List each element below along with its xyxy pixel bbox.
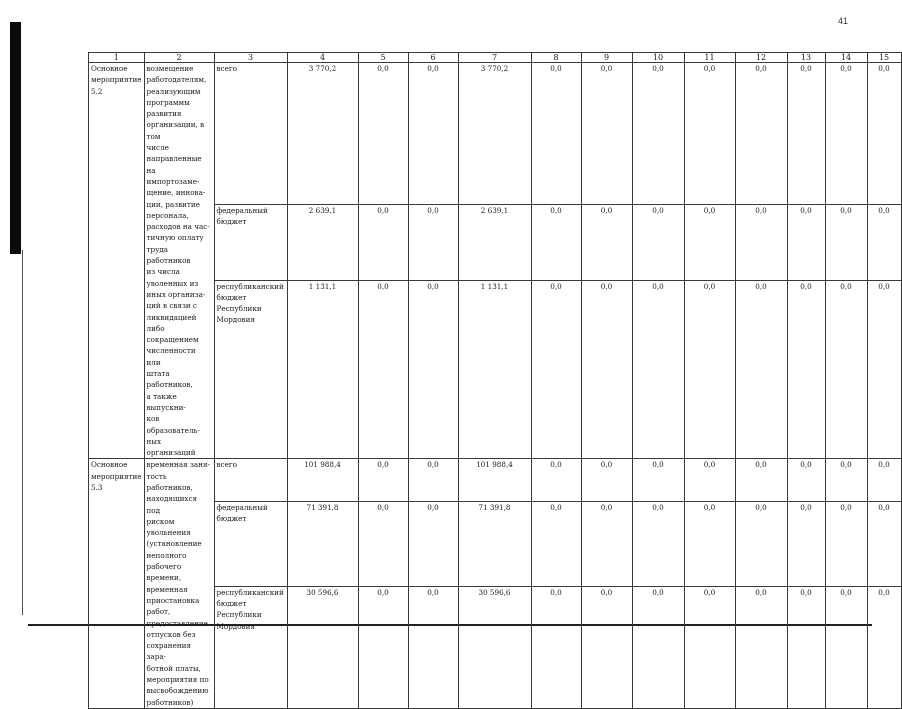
value-cell: 0,0 <box>632 459 684 502</box>
value-cell: 2 639,1 <box>287 204 358 280</box>
value-cell: 0,0 <box>358 280 408 459</box>
value-cell: 0,0 <box>735 501 787 586</box>
scan-edge-line <box>22 250 23 615</box>
table-row <box>89 459 902 502</box>
header-cell: 6 <box>408 53 458 63</box>
value-cell: 101 988,4 <box>287 459 358 502</box>
value-cell: 0,0 <box>735 280 787 459</box>
value-cell: 0,0 <box>632 501 684 586</box>
value-cell: 0,0 <box>735 459 787 502</box>
header-cell: 4 <box>287 53 358 63</box>
value-cell: 3 770,2 <box>287 63 358 205</box>
value-cell: 0,0 <box>408 501 458 586</box>
header-cell: 1 <box>89 53 145 63</box>
value-cell: 0,0 <box>408 586 458 708</box>
value-cell: 0,0 <box>825 63 867 205</box>
value-cell: 0,0 <box>408 204 458 280</box>
value-cell: 30 596,6 <box>458 586 531 708</box>
value-cell: 0,0 <box>787 204 825 280</box>
value-cell: 0,0 <box>867 280 901 459</box>
header-cell: 5 <box>358 53 408 63</box>
header-cell: 14 <box>825 53 867 63</box>
value-cell: 0,0 <box>531 459 581 502</box>
value-cell: 0,0 <box>358 501 408 586</box>
value-cell: 0,0 <box>581 586 632 708</box>
funding-source: федеральный бюджет <box>214 204 287 280</box>
value-cell: 0,0 <box>581 280 632 459</box>
value-cell: 0,0 <box>531 204 581 280</box>
scan-edge-bar <box>10 22 21 254</box>
value-cell: 0,0 <box>581 204 632 280</box>
value-cell: 0,0 <box>684 280 735 459</box>
value-cell: 1 131,1 <box>287 280 358 459</box>
value-cell: 0,0 <box>787 280 825 459</box>
value-cell: 0,0 <box>684 501 735 586</box>
value-cell: 0,0 <box>408 280 458 459</box>
budget-table <box>88 52 902 709</box>
funding-source: республиканский бюджет Республики Мордовия <box>214 586 287 708</box>
value-cell: 0,0 <box>867 63 901 205</box>
value-cell: 0,0 <box>358 586 408 708</box>
value-cell: 0,0 <box>825 586 867 708</box>
value-cell: 0,0 <box>531 280 581 459</box>
value-cell: 0,0 <box>581 501 632 586</box>
header-cell: 13 <box>787 53 825 63</box>
header-cell: 11 <box>684 53 735 63</box>
value-cell: 0,0 <box>825 459 867 502</box>
value-cell: 0,0 <box>867 501 901 586</box>
value-cell: 0,0 <box>787 501 825 586</box>
value-cell: 3 770,2 <box>458 63 531 205</box>
header-cell: 2 <box>144 53 214 63</box>
funding-source: всего <box>214 459 287 502</box>
value-cell: 2 639,1 <box>458 204 531 280</box>
value-cell: 0,0 <box>825 501 867 586</box>
header-row <box>89 53 902 63</box>
funding-source: всего <box>214 63 287 205</box>
value-cell: 1 131,1 <box>458 280 531 459</box>
value-cell: 0,0 <box>531 586 581 708</box>
page-number: 41 <box>838 16 849 26</box>
value-cell: 0,0 <box>684 204 735 280</box>
value-cell: 0,0 <box>735 586 787 708</box>
header-cell: 12 <box>735 53 787 63</box>
header-cell: 9 <box>581 53 632 63</box>
value-cell: 71 391,8 <box>458 501 531 586</box>
event-description: возмещение работодателям, реализующим программы развития организации, в том числе направленные на импортозаме- щение, инновa- ции, развитие персонала, расходов на час- тичную оплату труда работников из числа уволенных из иных организа- ций в связи с ликвидацией либо сокращением численности или штата работников, а также выпускни- ков образователь- ных организаций <box>144 63 214 459</box>
value-cell: 0,0 <box>581 459 632 502</box>
value-cell: 30 596,6 <box>287 586 358 708</box>
event-description: временная заня- тость работников, находящихся под риском увольнения (установление неполного рабочего времени, временная приостановка работ, предоставление отпусков без сохранения зара- ботной платы, мероприятия по высвобождению работников) <box>144 459 214 709</box>
header-cell: 10 <box>632 53 684 63</box>
header-cell: 3 <box>214 53 287 63</box>
value-cell: 0,0 <box>825 280 867 459</box>
value-cell: 0,0 <box>531 63 581 205</box>
event-label: Основное мероприятие 5.2 <box>89 63 145 459</box>
value-cell: 0,0 <box>408 459 458 502</box>
table-row <box>89 63 902 205</box>
value-cell: 0,0 <box>787 586 825 708</box>
value-cell: 0,0 <box>684 586 735 708</box>
value-cell: 0,0 <box>632 204 684 280</box>
value-cell: 0,0 <box>632 63 684 205</box>
value-cell: 0,0 <box>581 63 632 205</box>
value-cell: 0,0 <box>408 63 458 205</box>
value-cell: 0,0 <box>825 204 867 280</box>
value-cell: 0,0 <box>358 459 408 502</box>
header-cell: 8 <box>531 53 581 63</box>
funding-source: республиканский бюджет Республики Мордовия <box>214 280 287 459</box>
value-cell: 101 988,4 <box>458 459 531 502</box>
value-cell: 0,0 <box>358 63 408 205</box>
value-cell: 0,0 <box>787 63 825 205</box>
value-cell: 0,0 <box>358 204 408 280</box>
value-cell: 0,0 <box>632 280 684 459</box>
value-cell: 71 391,8 <box>287 501 358 586</box>
value-cell: 0,0 <box>735 63 787 205</box>
value-cell: 0,0 <box>735 204 787 280</box>
event-label: Основное мероприятие 5.3 <box>89 459 145 709</box>
header-cell: 15 <box>867 53 901 63</box>
value-cell: 0,0 <box>531 501 581 586</box>
value-cell: 0,0 <box>632 586 684 708</box>
value-cell: 0,0 <box>867 204 901 280</box>
value-cell: 0,0 <box>787 459 825 502</box>
value-cell: 0,0 <box>867 459 901 502</box>
funding-source: федеральный бюджет <box>214 501 287 586</box>
value-cell: 0,0 <box>684 63 735 205</box>
header-cell: 7 <box>458 53 531 63</box>
value-cell: 0,0 <box>867 586 901 708</box>
value-cell: 0,0 <box>684 459 735 502</box>
